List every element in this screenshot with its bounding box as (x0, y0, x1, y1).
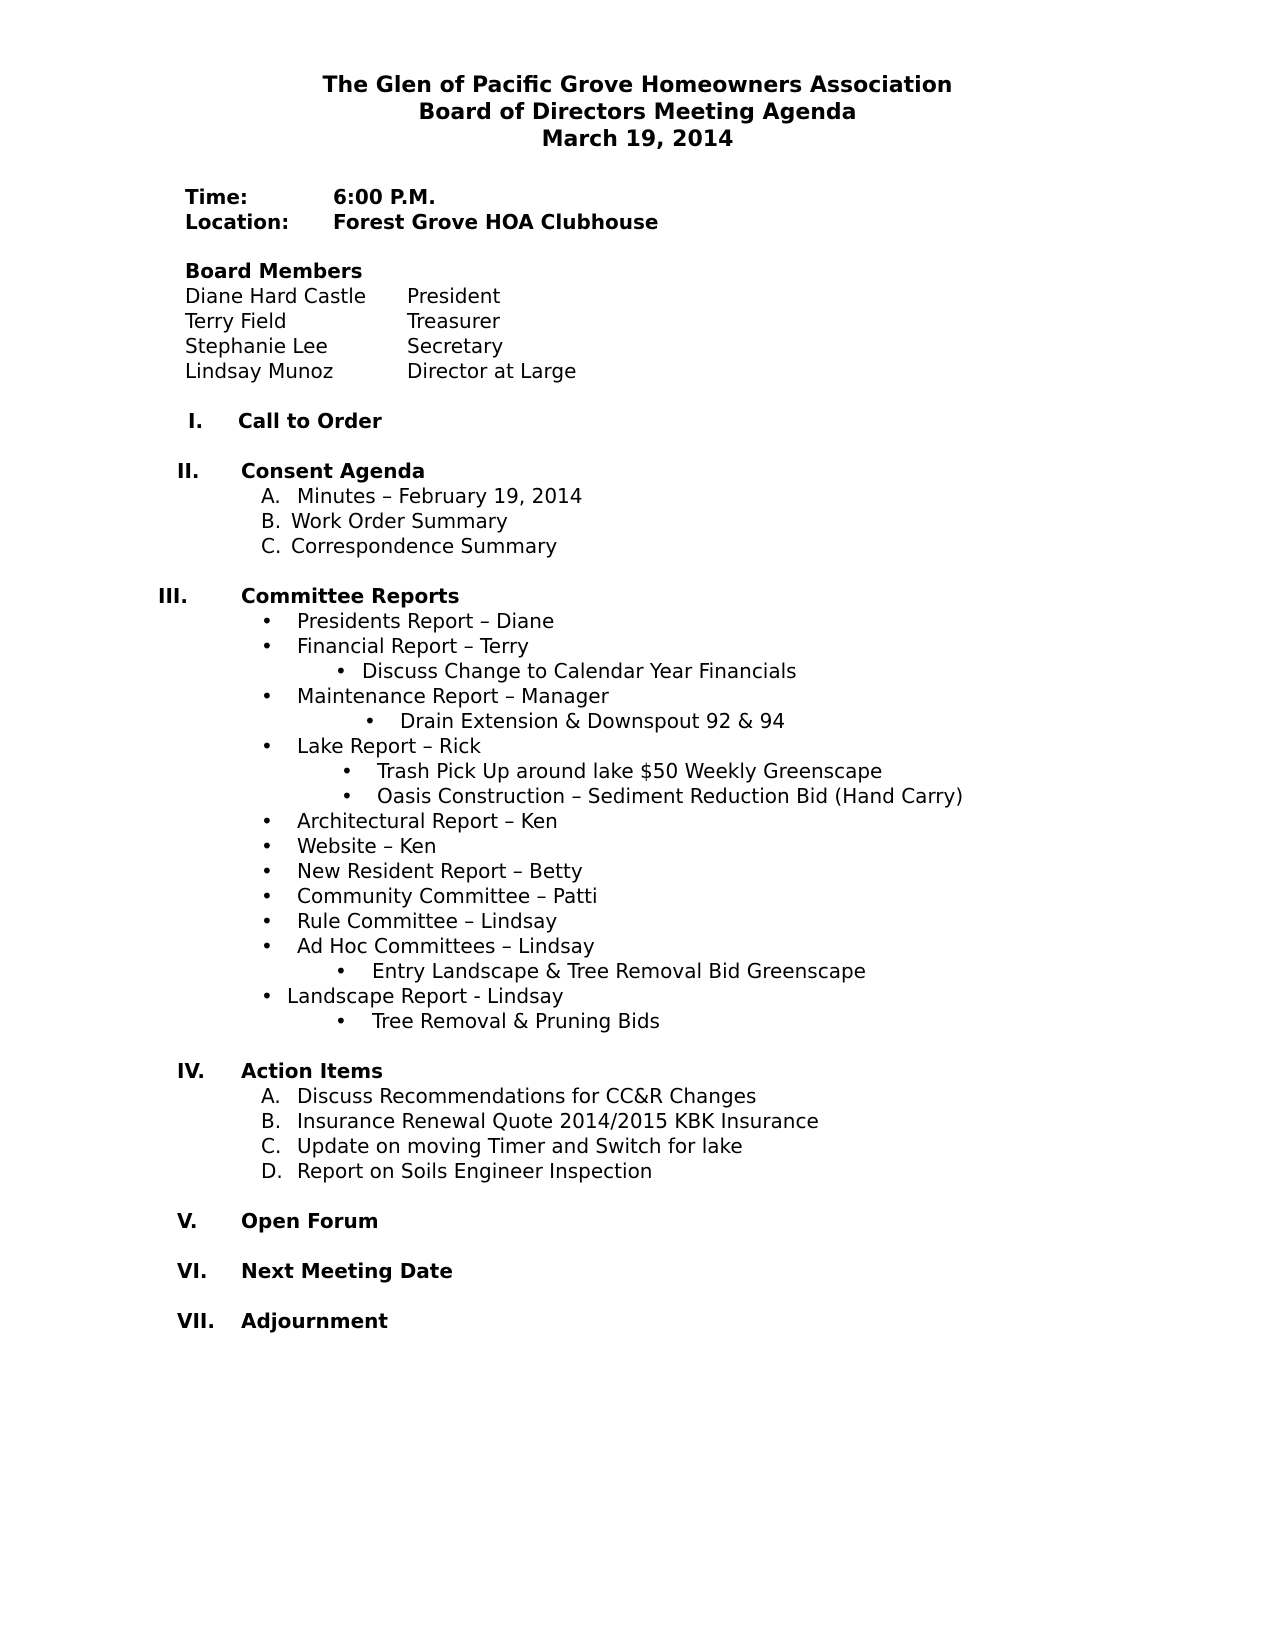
report-item: Community Committee – Patti (297, 884, 598, 908)
report-item: Presidents Report – Diane (297, 609, 555, 633)
time-value: 6:00 P.M. (333, 185, 436, 209)
board-member-name: Terry Field (185, 309, 287, 333)
bullet-icon: • (261, 859, 273, 883)
section-number: I. (188, 409, 204, 433)
action-item: Report on Soils Engineer Inspection (297, 1159, 653, 1183)
item-letter: B. (261, 1109, 282, 1133)
item-letter: C. (261, 1134, 282, 1158)
bullet-icon: • (335, 659, 347, 683)
bullet-icon: • (341, 784, 353, 808)
report-subitem: Drain Extension & Downspout 92 & 94 (400, 709, 786, 733)
bullet-icon: • (261, 884, 273, 908)
section-title-consent-agenda: Consent Agenda (241, 459, 426, 483)
report-subitem: Discuss Change to Calendar Year Financials (362, 659, 797, 683)
location-label: Location: (185, 210, 290, 234)
bullet-icon: • (261, 609, 273, 633)
board-member-name: Stephanie Lee (185, 334, 328, 358)
section-number: IV. (177, 1059, 205, 1083)
report-subitem: Entry Landscape & Tree Removal Bid Greenscape (372, 959, 866, 983)
section-title-next-meeting-date: Next Meeting Date (241, 1259, 453, 1283)
report-subitem: Trash Pick Up around lake $50 Weekly Greenscape (377, 759, 883, 783)
section-number: V. (177, 1209, 198, 1233)
item-letter: A. (261, 1084, 281, 1108)
board-member-role: Secretary (407, 334, 504, 358)
section-title-call-to-order: Call to Order (238, 409, 382, 433)
section-title-adjournment: Adjournment (241, 1309, 388, 1333)
section-title-action-items: Action Items (241, 1059, 384, 1083)
time-label: Time: (185, 185, 248, 209)
bullet-icon: • (364, 709, 376, 733)
bullet-icon: • (261, 934, 273, 958)
document-title: The Glen of Pacific Grove Homeowners Association (322, 73, 953, 98)
board-member-role: Treasurer (407, 309, 501, 333)
bullet-icon: • (335, 959, 347, 983)
section-number: II. (177, 459, 200, 483)
action-item: Discuss Recommendations for CC&R Changes (297, 1084, 757, 1108)
location-value: Forest Grove HOA Clubhouse (333, 210, 659, 234)
report-item: Landscape Report - Lindsay (287, 984, 564, 1008)
section-number: III. (158, 584, 188, 608)
consent-item: Correspondence Summary (291, 534, 558, 558)
document-subtitle: Board of Directors Meeting Agenda (418, 100, 857, 125)
item-letter: B. (261, 509, 282, 533)
item-letter: D. (261, 1159, 283, 1183)
bullet-icon: • (335, 1009, 347, 1033)
report-subitem: Tree Removal & Pruning Bids (372, 1009, 660, 1033)
bullet-icon: • (261, 984, 273, 1008)
report-subitem: Oasis Construction – Sediment Reduction Bid (Hand Carry) (377, 784, 964, 808)
report-item: Website – Ken (297, 834, 437, 858)
report-item: Rule Committee – Lindsay (297, 909, 558, 933)
consent-item: Minutes – February 19, 2014 (297, 484, 583, 508)
board-member-name: Lindsay Munoz (185, 359, 334, 383)
report-item: New Resident Report – Betty (297, 859, 583, 883)
report-item: Lake Report – Rick (297, 734, 481, 758)
item-letter: A. (261, 484, 281, 508)
bullet-icon: • (261, 809, 273, 833)
board-member-role: President (407, 284, 501, 308)
board-member-name: Diane Hard Castle (185, 284, 367, 308)
board-member-role: Director at Large (407, 359, 577, 383)
section-number: VI. (177, 1259, 208, 1283)
bullet-icon: • (341, 759, 353, 783)
bullet-icon: • (261, 634, 273, 658)
consent-item: Work Order Summary (291, 509, 508, 533)
report-item: Architectural Report – Ken (297, 809, 558, 833)
report-item: Maintenance Report – Manager (297, 684, 609, 708)
bullet-icon: • (261, 684, 273, 708)
board-members-heading: Board Members (185, 259, 363, 283)
bullet-icon: • (261, 734, 273, 758)
bullet-icon: • (261, 909, 273, 933)
bullet-icon: • (261, 834, 273, 858)
meeting-date: March 19, 2014 (541, 127, 734, 152)
section-title-committee-reports: Committee Reports (241, 584, 460, 608)
section-number: VII. (177, 1309, 215, 1333)
action-item: Insurance Renewal Quote 2014/2015 KBK Insurance (297, 1109, 819, 1133)
action-item: Update on moving Timer and Switch for lake (297, 1134, 743, 1158)
report-item: Ad Hoc Committees – Lindsay (297, 934, 595, 958)
item-letter: C. (261, 534, 282, 558)
report-item: Financial Report – Terry (297, 634, 530, 658)
section-title-open-forum: Open Forum (241, 1209, 379, 1233)
